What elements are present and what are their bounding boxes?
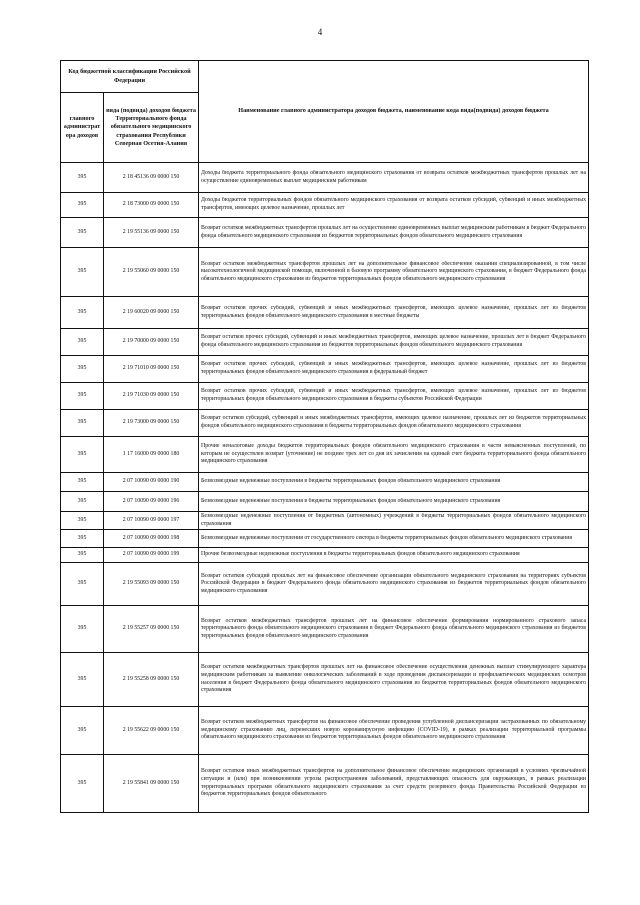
table-row [61,512,589,530]
admin-cell-text: 395 [77,534,87,541]
code-cell [104,492,199,512]
code-cell-text: 2 19 55258 09 0000 150 [122,675,180,682]
admin-cell-text: 395 [77,173,87,180]
admin-cell-text: 395 [77,580,87,587]
name-cell [199,163,589,193]
name-cell-text: Возврат остатков прочих субсидий, субвенций и иных межбюджетных трансфертов, имеющих целевое назначение, прошлых лет в бюджет Федерального фонда обязательного медицинского страхования из бюджетов территориальных фондов обязательного медицинского страхования [201,334,587,348]
name-cell [199,410,589,437]
admin-cell [61,473,104,492]
header-name: Наименование главного администратора доходов бюджета, наименование кода вида(подвида) доходов бюджета [199,61,589,163]
admin-cell-text: 395 [77,338,87,345]
admin-cell-text: 395 [77,419,87,426]
code-cell-text: 2 19 55841 09 0000 150 [122,779,180,786]
admin-cell [61,653,104,707]
code-cell-text: 2 07 10090 09 0000 199 [122,551,180,558]
name-cell [199,548,589,563]
name-cell-text: Доходы бюджетов территориальных фондов обязательного медицинского страхования от возврата остатков субсидий, субвенций и иных межбюджетных трансфертов, имеющих целевое назначение, прошлых лет [201,197,587,211]
name-cell [199,755,589,813]
header-admin: главного администрат ора доходов [61,93,104,163]
name-cell-text: Безвозмездные неденежные поступления от бюджетных (автономных) учреждений в бюджеты территориальных фондов обязательного медицинского страхования [201,512,587,527]
admin-cell [61,530,104,548]
admin-cell [61,383,104,410]
code-cell [104,356,199,383]
table-row [61,653,589,707]
code-cell [104,473,199,492]
table-row [61,563,589,606]
code-cell-text: 2 19 55257 09 0000 150 [122,625,180,632]
code-cell [104,653,199,707]
code-cell [104,410,199,437]
table-row [61,329,589,356]
admin-cell [61,297,104,329]
name-cell [199,492,589,512]
code-cell-text: 2 07 10090 09 0000 196 [122,497,180,504]
code-cell [104,530,199,548]
code-cell [104,548,199,563]
code-cell [104,563,199,606]
admin-cell-text: 395 [77,625,87,632]
code-cell-text: 2 07 10090 09 0000 190 [122,478,180,485]
name-cell-text: Возврат остатков межбюджетных трансфертов на финансовое обеспечение проведения углубленной диспансеризации застрахованных по обязательному медицинскому страхованию лиц, перенесших новую коронавирусную инфекцию (COVID-19), в рамках реализации территориальной программы обязательного медицинского страхования из бюджетов территориальных фондов обязательного медицинского страхования [201,719,587,741]
name-cell [199,473,589,492]
header-code: вида (подвида) доходов бюджета Территориального фонда обязательного медицинского страхования Республики Северная Осетия-Алания [104,93,199,163]
code-cell-text: 2 19 70000 09 0000 150 [122,338,180,345]
name-cell [199,653,589,707]
table-row [61,218,589,248]
table-row [61,356,589,383]
table-row [61,492,589,512]
code-cell [104,707,199,755]
table-row [61,707,589,755]
code-cell [104,512,199,530]
admin-cell [61,437,104,473]
admin-cell-text: 395 [77,365,87,372]
name-cell-text: Возврат остатков прочих субсидий, субвенций и иных межбюджетных трансфертов, имеющих целевое назначение, прошлых лет из бюджетов территориальных фондов обязательного медицинского страхования в местные бюджеты [201,304,587,319]
name-cell-text: Возврат остатков субсидий прошлых лет на финансовое обеспечение организации обязательного медицинского страхования на территориях субъектов Российской Федерации в бюджет Федерального фонда обязательного медицинского страхования из бюджетов территориальных фондов обязательного медицинского страхования [201,572,587,594]
table-row [61,755,589,813]
admin-cell-text: 395 [77,516,87,523]
name-cell [199,437,589,473]
table-row [61,248,589,297]
admin-cell-text: 395 [77,779,87,786]
code-cell [104,218,199,248]
code-cell-text: 2 19 55093 09 0000 150 [122,580,180,587]
name-cell-text: Доходы бюджета территориального фонда обязательного медицинского страхования от возврата остатков межбюджетных трансфертов прошлых лет на осуществление единовременных выплат медицинским работникам [201,169,587,184]
admin-cell-text: 395 [77,497,87,504]
admin-cell-text: 395 [77,675,87,682]
table-row [61,193,589,218]
code-cell-text: 2 19 71010 09 0000 150 [122,365,180,372]
table-row [61,297,589,329]
code-cell-text: 2 07 10090 09 0000 198 [122,534,180,541]
name-cell-text: Возврат остатков межбюджетных трансфертов прошлых лет на осуществление единовременных выплат медицинским работникам в бюджет Федерального фонда обязательного медицинского страхования из бюджетов территориальных фондов обязательного медицинского страхования [201,224,587,239]
name-cell-text: Безвозмездные неденежные поступления от государственного сектора в бюджеты территориальных фондов обязательного медицинского страхования [201,534,573,541]
name-cell [199,297,589,329]
code-cell [104,606,199,653]
table-row [61,163,589,193]
name-cell [199,530,589,548]
page-number: 4 [317,27,323,37]
code-cell-text: 2 19 73000 09 0000 150 [122,419,180,426]
code-cell-text: 1 17 16000 09 0000 180 [122,450,180,457]
code-cell-text: 2 19 55622 09 0000 150 [122,726,180,733]
admin-cell-text: 395 [77,268,87,275]
code-cell [104,329,199,356]
name-cell-text: Возврат остатков иных межбюджетных трансфертов на дополнительное финансовое обеспечение медицинских организаций в условиях чрезвычайной ситуации и (или) при возникновении угрозы распространения заболеваний, представляющих опасность для окружающих, в рамках реализации территориальных программ обязательного медицинского страхования за счет средств резервного фонда Правительства Российской Федерации из бюджетов территориальных фондов обязательного [201,768,587,798]
table-row [61,383,589,410]
name-cell-text: Безвозмездные неденежные поступления в бюджеты территориальных фондов обязательного медицинского страхования [201,478,501,485]
admin-cell-text: 395 [77,228,87,235]
admin-cell [61,563,104,606]
admin-cell-text: 395 [77,551,87,558]
header-kbk-group: Код бюджетной классификации Российской Федерации [61,61,199,93]
admin-cell [61,410,104,437]
admin-cell-text: 395 [77,308,87,315]
admin-cell-text: 395 [77,201,87,208]
table-row [61,473,589,492]
code-cell-text: 2 19 71030 09 0000 150 [122,392,180,399]
admin-cell [61,512,104,530]
code-cell-text: 2 18 45136 09 0000 150 [122,173,180,180]
table-row [61,530,589,548]
name-cell [199,383,589,410]
code-cell [104,383,199,410]
admin-cell [61,248,104,297]
admin-cell [61,193,104,218]
admin-cell [61,548,104,563]
table-row [61,437,589,473]
name-cell-text: Безвозмездные неденежные поступления в бюджеты территориальных фондов обязательного медицинского страхования [201,497,501,504]
admin-cell [61,606,104,653]
budget-classification-table [60,60,589,813]
code-cell-text: 2 07 10090 09 0000 197 [122,516,180,523]
table-row [61,410,589,437]
admin-cell-text: 395 [77,726,87,733]
code-cell [104,248,199,297]
admin-cell [61,755,104,813]
name-cell-text: Возврат остатков межбюджетных трансфертов прошлых лет на финансовое обеспечение осуществления денежных выплат стимулирующего характера медицинским работникам за выявление онкологических заболеваний в ходе проведения диспансеризации и профилактических медицинских осмотров населения в бюджет Федерального фонда обязательного медицинского страхования из бюджетов территориальных фондов обязательного медицинского страхования [201,664,587,694]
table-row [61,548,589,563]
code-cell [104,755,199,813]
name-cell [199,512,589,530]
code-cell-text: 2 18 73000 09 0000 150 [122,201,180,208]
admin-cell-text: 395 [77,478,87,485]
name-cell [199,606,589,653]
code-cell [104,163,199,193]
admin-cell [61,218,104,248]
name-cell-text: Возврат остатков субсидий, субвенций и иных межбюджетных трансфертов, имеющих целевое назначение, прошлых лет из бюджетов территориальных фондов обязательного медицинского страхования в бюджеты территориальных фондов обязательного медицинского страхования [201,415,587,429]
name-cell-text: Возврат остатков межбюджетных трансфертов прошлых лет на финансовое обеспечение формирования нормированного страхового запаса территориального фонда обязательного медицинского страхования в бюджет Федерального фонда обязательного медицинского страхования из бюджетов территориальных фондов обязательного медицинского страхования [201,617,587,639]
admin-cell-text: 395 [77,392,87,399]
name-cell-text: Возврат остатков прочих субсидий, субвенций и иных межбюджетных трансфертов, имеющих целевое назначение, прошлых лет из бюджетов территориальных фондов обязательного медицинского страхования в федеральный бюджет [201,361,587,375]
admin-cell [61,492,104,512]
admin-cell [61,356,104,383]
code-cell [104,437,199,473]
code-cell [104,297,199,329]
name-cell [199,193,589,218]
code-cell-text: 2 19 60020 09 0000 150 [122,308,180,315]
table-row [61,606,589,653]
name-cell [199,563,589,606]
name-cell-text: Возврат остатков прочих субсидий, субвенций и иных межбюджетных трансфертов, имеющих целевое назначение, прошлых лет из бюджетов территориальных фондов обязательного медицинского страхования в бюджеты субъектов Российской Федерации [201,388,587,402]
header-row-group [61,61,589,93]
name-cell [199,218,589,248]
admin-cell [61,329,104,356]
name-cell [199,248,589,297]
admin-cell [61,163,104,193]
name-cell-text: Прочие безвозмездные неденежные поступления в бюджеты территориальных фондов обязательного медицинского страхования [201,551,520,558]
code-cell-text: 2 19 55136 09 0000 150 [122,228,180,235]
name-cell-text: Возврат остатков межбюджетных трансфертов прошлых лет на дополнительное финансовое обеспечение оказания специализированной, в том числе высокотехнологичной медицинской помощи, включенной в базовую программу обязательного медицинского страхования, в бюджет Федерального фонда обязательного медицинского страхования из бюджетов территориальных фондов обязательного медицинского страхования [201,260,587,282]
name-cell [199,329,589,356]
name-cell [199,707,589,755]
name-cell [199,356,589,383]
admin-cell [61,707,104,755]
admin-cell-text: 395 [77,450,87,457]
code-cell [104,193,199,218]
name-cell-text: Прочие неналоговые доходы бюджетов территориальных фондов обязательного медицинского страхования в части невыясненных поступлений, по которым не осуществлен возврат (уточнение) не позднее трех лет со дня их зачисления на единый счет бюджета территориального фонда обязательного медицинского страхования [201,443,587,465]
code-cell-text: 2 19 55060 09 0000 150 [122,268,180,275]
